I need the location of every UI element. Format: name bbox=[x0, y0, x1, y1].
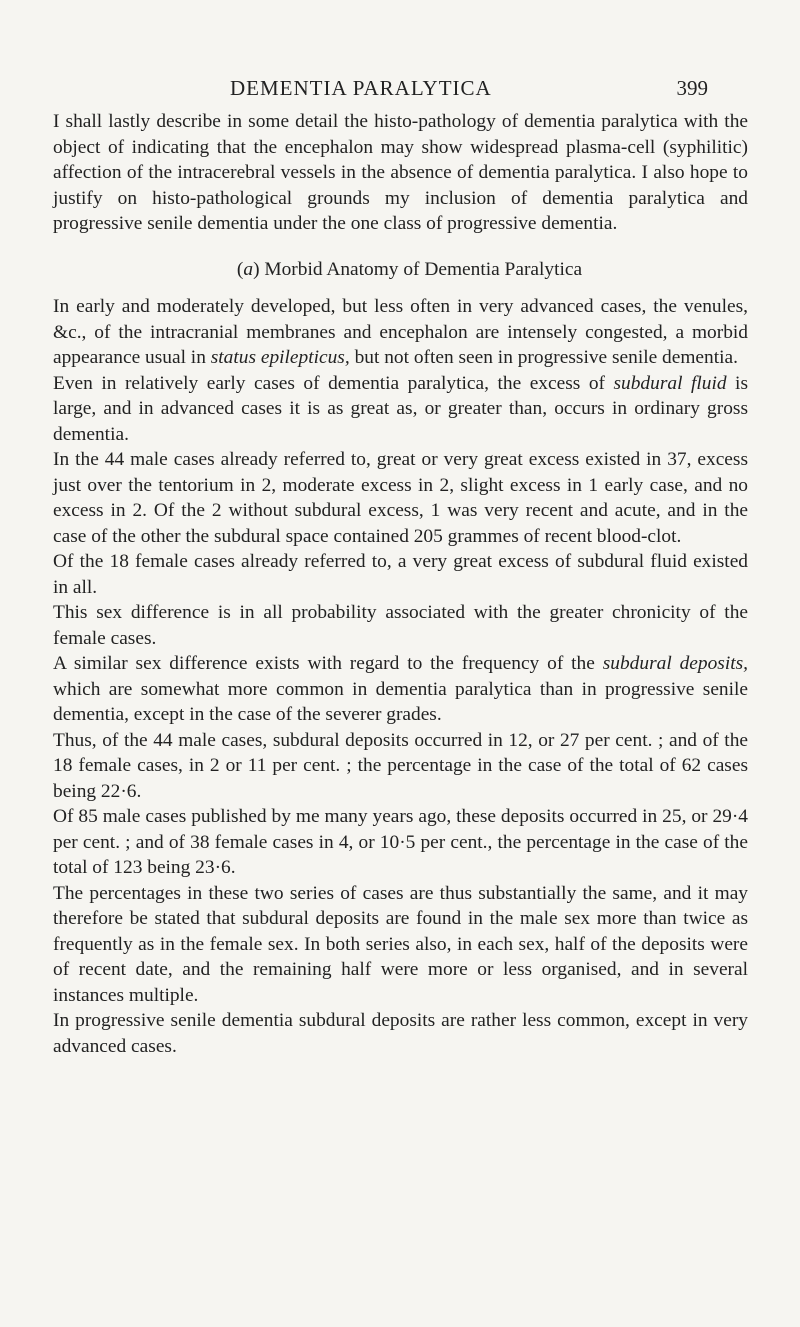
intro-paragraph: I shall lastly describe in some detail the histo-pathology of dementia paralytica with the object of indicating that the encephalon may show widespread plasma-cell (syphilitic) affection of the intracerebral vessels in the absence of dementia paralytica. I also hope to justify on histo-pathological grounds my inclusion of dementia paralytica and progressive senile dementia under the one class of progressive dementia. bbox=[53, 111, 748, 234]
italic-term: subdural deposits, bbox=[602, 653, 748, 674]
paragraph-congestion bbox=[53, 294, 748, 371]
paragraph-text: In early and moderately developed, but less often in very advanced cases, the venules, &c., of the intracranial membranes and encephalon are intensely congested, a morbid appearance usual in bbox=[53, 296, 748, 368]
paragraph-published-cases: Of 85 male cases published by me many years ago, these deposits occurred in 25, or 29·4 per cent. ; and of 38 female cases in 4, or 10·5 per cent., the percentage in the case of the total of 123 being 23·6. bbox=[53, 806, 748, 878]
paragraph-text: A similar sex difference exists with regard to the frequency of the bbox=[53, 653, 603, 674]
paragraph-text: Even in relatively early cases of dementia paralytica, the excess of bbox=[53, 372, 614, 394]
paragraph-text: which are somewhat more common in dementia paralytica than in progressive senile dementia, except in the case of the severer grades. bbox=[53, 678, 748, 725]
page-number: 399 bbox=[676, 76, 708, 100]
paragraph-subdural-fluid bbox=[53, 371, 748, 448]
running-title: DEMENTIA PARALYTICA bbox=[230, 76, 492, 100]
paragraph-subdural-deposits bbox=[53, 651, 748, 728]
paragraph-text: is large, and in advanced cases it is as great as, or greater than, occurs in ordinary gross dementia. bbox=[53, 372, 748, 445]
running-head bbox=[0, 76, 800, 108]
body-text bbox=[53, 109, 748, 1059]
paragraph-sex-difference: This sex difference is in all probability associated with the greater chronicity of the female cases. bbox=[53, 602, 748, 649]
italic-term: status epilepticus, bbox=[210, 347, 350, 368]
paragraph-senile-dementia: In progressive senile dementia subdural deposits are rather less common, except in very advanced cases. bbox=[53, 1010, 748, 1057]
section-title: Morbid Anatomy of Dementia Paralytica bbox=[264, 258, 583, 280]
paragraph-deposit-statistics: Thus, of the 44 male cases, subdural deposits occurred in 12, or 27 per cent. ; and of the 18 female cases, in 2 or 11 per cent. ; the percentage in the case of the total of 62 cases being 22·6. bbox=[53, 729, 748, 802]
paragraph-percentages: The percentages in these two series of cases are thus substantially the same, and it may therefore be stated that subdural deposits are found in the male sex more than twice as frequently as in the female sex. In both series also, in each sex, half of the deposits were of recent date, and the remaining half were more or less organised, and in several instances multiple. bbox=[53, 882, 748, 1006]
paragraph-female-cases: Of the 18 female cases already referred to, a very great excess of subdural fluid existed in all. bbox=[53, 551, 748, 598]
section-heading: (a) Morbid Anatomy of Dementia Paralytica bbox=[236, 258, 583, 280]
paragraph-text: but not often seen in progressive senile dementia. bbox=[349, 347, 738, 368]
paragraph-male-cases: In the 44 male cases already referred to, great or very great excess existed in 37, excess just over the tentorium in 2, moderate excess in 2, slight excess in 1 early case, and no excess in 2. Of the 2 without subdural excess, 1 was very recent and acute, and in the case of the other the subdural space contained 205 grammes of recent blood-clot. bbox=[53, 449, 748, 547]
italic-term: subdural fluid bbox=[613, 372, 727, 394]
section-mark: a bbox=[243, 258, 254, 280]
